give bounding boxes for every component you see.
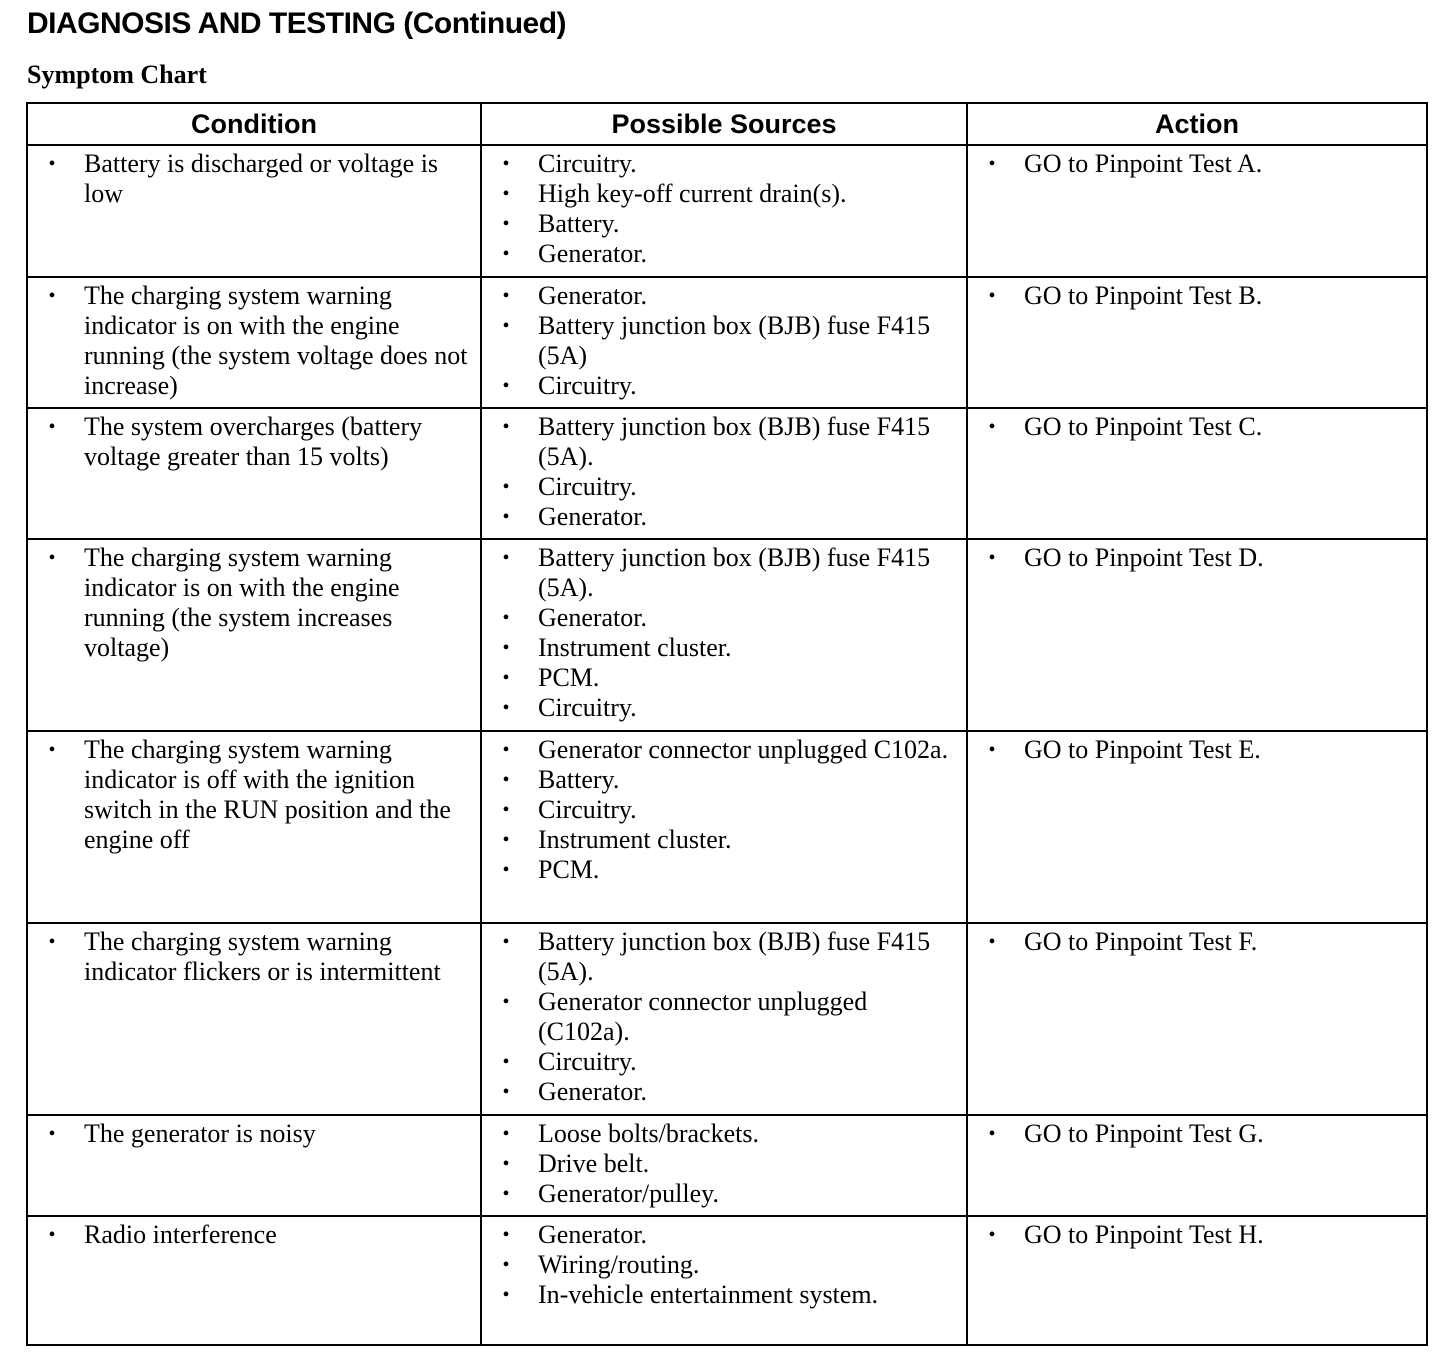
list-item <box>496 543 962 603</box>
condition-cell <box>27 277 481 408</box>
list-item <box>496 663 962 693</box>
item-text: In-vehicle entertainment system. <box>538 1280 879 1309</box>
item-text: PCM. <box>538 663 600 692</box>
item-text: PCM. <box>538 855 600 884</box>
bullet-icon: • <box>502 213 510 235</box>
item-text: Circuitry. <box>538 371 637 400</box>
list-item <box>42 412 476 472</box>
column-header-possible-sources: Possible Sources <box>481 103 967 145</box>
table-row <box>27 1216 1427 1345</box>
bullet-list <box>496 543 962 723</box>
bullet-list <box>496 281 962 401</box>
bullet-icon: • <box>502 859 510 881</box>
list-item <box>496 371 962 401</box>
item-text: GO to Pinpoint Test E. <box>1024 735 1261 764</box>
condition-cell <box>27 731 481 923</box>
bullet-icon: • <box>502 1284 510 1306</box>
possible-sources-cell <box>481 145 967 277</box>
bullet-icon: • <box>502 1081 510 1103</box>
bullet-icon: • <box>48 739 56 761</box>
condition-cell <box>27 923 481 1115</box>
action-cell <box>967 923 1427 1115</box>
possible-sources-cell <box>481 277 967 408</box>
bullet-icon: • <box>502 183 510 205</box>
bullet-list <box>496 412 962 532</box>
bullet-icon: • <box>502 667 510 689</box>
item-text: Generator connector unplugged (C102a). <box>538 987 868 1046</box>
bullet-list <box>982 281 1422 311</box>
condition-cell <box>27 1216 481 1345</box>
bullet-list <box>42 412 476 472</box>
list-item <box>42 1119 476 1149</box>
action-cell <box>967 1115 1427 1216</box>
item-text: Drive belt. <box>538 1149 650 1178</box>
item-text: High key-off current drain(s). <box>538 179 847 208</box>
bullet-list <box>982 927 1422 957</box>
bullet-icon: • <box>502 1051 510 1073</box>
item-text: Battery is discharged or voltage is low <box>84 149 439 208</box>
item-text: GO to Pinpoint Test A. <box>1024 149 1263 178</box>
item-text: The system overcharges (battery voltage greater than 15 volts) <box>84 412 423 471</box>
possible-sources-cell <box>481 408 967 539</box>
item-text: Generator. <box>538 1220 648 1249</box>
bullet-icon: • <box>988 1224 996 1246</box>
condition-cell <box>27 1115 481 1216</box>
bullet-list <box>42 543 476 663</box>
bullet-icon: • <box>988 416 996 438</box>
list-item <box>496 239 962 269</box>
list-item <box>496 1047 962 1077</box>
list-item <box>496 633 962 663</box>
list-item <box>42 735 476 855</box>
table-row <box>27 923 1427 1115</box>
list-item <box>496 765 962 795</box>
bullet-icon: • <box>988 547 996 569</box>
bullet-icon: • <box>988 739 996 761</box>
bullet-icon: • <box>502 991 510 1013</box>
list-item <box>496 735 962 765</box>
bullet-icon: • <box>502 637 510 659</box>
item-text: Battery junction box (BJB) fuse F415 (5A). <box>538 543 931 602</box>
bullet-icon: • <box>48 153 56 175</box>
possible-sources-cell <box>481 1115 967 1216</box>
possible-sources-cell <box>481 1216 967 1345</box>
list-item <box>496 795 962 825</box>
item-text: Battery junction box (BJB) fuse F415 (5A). <box>538 412 931 471</box>
bullet-list <box>982 1119 1422 1149</box>
item-text: Radio interference <box>84 1220 277 1249</box>
item-text: GO to Pinpoint Test F. <box>1024 927 1258 956</box>
item-text: Circuitry. <box>538 1047 637 1076</box>
bullet-icon: • <box>502 829 510 851</box>
list-item <box>496 1220 962 1250</box>
bullet-icon: • <box>502 799 510 821</box>
list-item <box>496 927 962 987</box>
bullet-icon: • <box>988 931 996 953</box>
list-item <box>496 209 962 239</box>
list-item <box>496 1280 962 1310</box>
list-item <box>982 927 1422 957</box>
bullet-icon: • <box>48 1224 56 1246</box>
list-item <box>496 1149 962 1179</box>
item-text: GO to Pinpoint Test B. <box>1024 281 1263 310</box>
column-header-action: Action <box>967 103 1427 145</box>
action-cell <box>967 408 1427 539</box>
table-row <box>27 277 1427 408</box>
item-text: Circuitry. <box>538 693 637 722</box>
item-text: The charging system warning indicator is on with the engine running (the system voltage does not increase) <box>84 281 468 400</box>
action-cell <box>967 145 1427 277</box>
table-row <box>27 1115 1427 1216</box>
item-text: The charging system warning indicator is on with the engine running (the system increases voltage) <box>84 543 400 662</box>
item-text: Generator. <box>538 239 648 268</box>
bullet-list <box>496 149 962 269</box>
list-item <box>496 412 962 472</box>
list-item <box>496 1077 962 1107</box>
list-item <box>42 1220 476 1250</box>
bullet-icon: • <box>988 153 996 175</box>
item-text: Generator. <box>538 1077 648 1106</box>
list-item <box>496 855 962 885</box>
bullet-icon: • <box>502 697 510 719</box>
bullet-icon: • <box>502 547 510 569</box>
condition-cell <box>27 408 481 539</box>
bullet-list <box>42 1119 476 1149</box>
list-item <box>42 543 476 663</box>
item-text: Loose bolts/brackets. <box>538 1119 759 1148</box>
bullet-list <box>496 735 962 885</box>
bullet-list <box>496 1119 962 1209</box>
item-text: Battery. <box>538 765 620 794</box>
list-item <box>496 281 962 311</box>
list-item <box>496 603 962 633</box>
bullet-icon: • <box>48 285 56 307</box>
item-text: Generator connector unplugged C102a. <box>538 735 949 764</box>
action-cell <box>967 1216 1427 1345</box>
bullet-list <box>42 1220 476 1250</box>
list-item <box>982 1220 1422 1250</box>
bullet-list <box>982 543 1422 573</box>
bullet-list <box>982 412 1422 442</box>
list-item <box>496 825 962 855</box>
bullet-icon: • <box>502 285 510 307</box>
bullet-icon: • <box>502 607 510 629</box>
bullet-icon: • <box>48 547 56 569</box>
item-text: GO to Pinpoint Test C. <box>1024 412 1263 441</box>
symptom-chart-table <box>26 102 1428 1346</box>
bullet-icon: • <box>502 315 510 337</box>
bullet-icon: • <box>988 1123 996 1145</box>
column-header-condition: Condition <box>27 103 481 145</box>
bullet-icon: • <box>48 416 56 438</box>
item-text: Generator/pulley. <box>538 1179 719 1208</box>
table-row <box>27 145 1427 277</box>
bullet-icon: • <box>502 1123 510 1145</box>
bullet-list <box>496 1220 962 1310</box>
table-row <box>27 731 1427 923</box>
item-text: GO to Pinpoint Test H. <box>1024 1220 1264 1249</box>
list-item <box>982 1119 1422 1149</box>
item-text: Generator. <box>538 502 648 531</box>
bullet-list <box>42 281 476 401</box>
table-row <box>27 539 1427 731</box>
table-row <box>27 408 1427 539</box>
item-text: Circuitry. <box>538 472 637 501</box>
bullet-icon: • <box>502 506 510 528</box>
list-item <box>982 735 1422 765</box>
bullet-list <box>42 927 476 987</box>
page-title: DIAGNOSIS AND TESTING (Continued) <box>27 7 567 40</box>
bullet-list <box>982 1220 1422 1250</box>
list-item <box>982 149 1422 179</box>
item-text: Generator. <box>538 603 648 632</box>
possible-sources-cell <box>481 923 967 1115</box>
item-text: Instrument cluster. <box>538 633 732 662</box>
possible-sources-cell <box>481 731 967 923</box>
item-text: The charging system warning indicator flickers or is intermittent <box>84 927 441 986</box>
list-item <box>982 281 1422 311</box>
list-item <box>496 1250 962 1280</box>
list-item <box>496 179 962 209</box>
table-body <box>27 145 1427 1345</box>
bullet-icon: • <box>502 375 510 397</box>
header-row <box>27 103 1427 145</box>
bullet-icon: • <box>502 1254 510 1276</box>
item-text: Generator. <box>538 281 648 310</box>
item-text: Battery junction box (BJB) fuse F415 (5A) <box>538 311 931 370</box>
item-text: Battery. <box>538 209 620 238</box>
list-item <box>496 1119 962 1149</box>
item-text: Instrument cluster. <box>538 825 732 854</box>
bullet-icon: • <box>502 1153 510 1175</box>
list-item <box>496 693 962 723</box>
item-text: Circuitry. <box>538 149 637 178</box>
section-title: Symptom Chart <box>27 60 207 89</box>
bullet-list <box>42 735 476 855</box>
list-item <box>496 502 962 532</box>
list-item <box>496 987 962 1047</box>
bullet-list <box>42 149 476 209</box>
bullet-icon: • <box>502 243 510 265</box>
possible-sources-cell <box>481 539 967 731</box>
bullet-icon: • <box>502 153 510 175</box>
item-text: Circuitry. <box>538 795 637 824</box>
item-text: Battery junction box (BJB) fuse F415 (5A). <box>538 927 931 986</box>
bullet-icon: • <box>502 769 510 791</box>
item-text: Wiring/routing. <box>538 1250 700 1279</box>
list-item <box>42 149 476 209</box>
list-item <box>42 281 476 401</box>
bullet-icon: • <box>502 931 510 953</box>
action-cell <box>967 539 1427 731</box>
item-text: The generator is noisy <box>84 1119 316 1148</box>
condition-cell <box>27 539 481 731</box>
list-item <box>982 412 1422 442</box>
bullet-icon: • <box>502 739 510 761</box>
bullet-icon: • <box>48 1123 56 1145</box>
bullet-list <box>496 927 962 1107</box>
list-item <box>496 472 962 502</box>
bullet-list <box>982 149 1422 179</box>
bullet-list <box>982 735 1422 765</box>
action-cell <box>967 277 1427 408</box>
list-item <box>982 543 1422 573</box>
list-item <box>496 149 962 179</box>
list-item <box>42 927 476 987</box>
item-text: GO to Pinpoint Test D. <box>1024 543 1264 572</box>
bullet-icon: • <box>502 476 510 498</box>
action-cell <box>967 731 1427 923</box>
bullet-icon: • <box>988 285 996 307</box>
item-text: GO to Pinpoint Test G. <box>1024 1119 1264 1148</box>
bullet-icon: • <box>502 1183 510 1205</box>
list-item <box>496 311 962 371</box>
list-item <box>496 1179 962 1209</box>
bullet-icon: • <box>502 1224 510 1246</box>
item-text: The charging system warning indicator is off with the ignition switch in the RUN position and the engine off <box>84 735 451 854</box>
bullet-icon: • <box>502 416 510 438</box>
bullet-icon: • <box>48 931 56 953</box>
condition-cell <box>27 145 481 277</box>
